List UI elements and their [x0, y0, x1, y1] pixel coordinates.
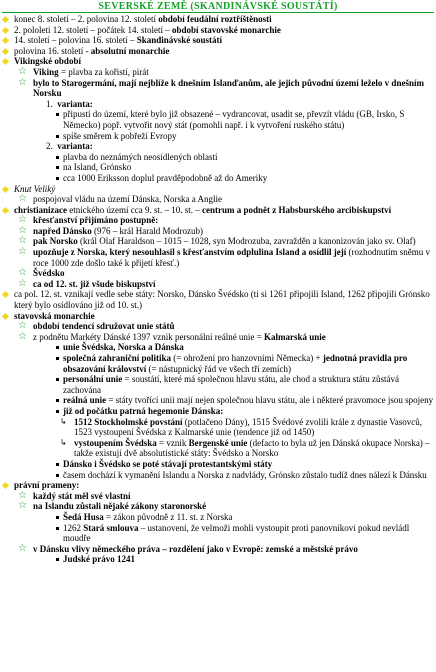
text-line — [0, 162, 436, 173]
star-bullet-icon: ☆ — [18, 65, 27, 77]
line-text: Vikingské období — [14, 56, 81, 67]
line-text: 14. století – polovina 16. století – Skandinávské soustátí — [14, 35, 223, 46]
text-line — [0, 184, 436, 195]
diamond-bullet-icon — [2, 291, 9, 298]
text-line — [0, 109, 436, 130]
line-text: 1512 Stockholmské povstání (potlačeno Dány), 1515 Švédové zvolili krále z dynastie Vasovců, 1523 vystoupení Švédska z Kalmarské unie (tendence již od 1450) — [74, 416, 423, 438]
diamond-bullet-icon — [2, 207, 9, 214]
text-line — [0, 67, 436, 78]
text-line — [0, 56, 436, 67]
text-line — [0, 141, 436, 152]
line-text: personální unie = soustátí, které má společnou hlavu státu, ale chod a struktura státu zůstává zachována — [63, 374, 400, 395]
text-line — [0, 554, 436, 565]
text-line — [0, 279, 436, 290]
text-line — [0, 332, 436, 343]
text-line — [0, 523, 436, 544]
line-text: společná zahraniční politika (= ohrožení pro hanzovními Německa) + jednotná pravidla pro obsazování království (= nástupnický řád ve všech tří zemích) — [63, 353, 408, 374]
line-text: Dánsko i Švédsko se poté stávají protestantskými státy — [63, 458, 273, 469]
line-text: 1262 Stará smlouva – ustanovení, že velmoži mohli vystoupit proti panovníkovi pokud nevládl moudře — [63, 522, 410, 544]
text-line — [0, 470, 436, 481]
text-line — [0, 289, 436, 310]
text-line — [0, 321, 436, 332]
line-text: již od počátku patrná hegemonie Dánska: — [63, 405, 224, 416]
text-line — [0, 406, 436, 417]
star-bullet-icon: ☆ — [18, 214, 27, 226]
line-text: unie Švédska, Norska a Dánska — [63, 342, 184, 353]
square-bullet-icon — [56, 474, 59, 477]
star-bullet-icon: ☆ — [18, 489, 27, 501]
star-bullet-icon: ☆ — [18, 235, 27, 247]
star-bullet-icon: ☆ — [18, 76, 27, 88]
line-text: časem dochází k vymanění Islandu a Norska z nadvlády, Grónsko zůstalo tudíž dnes nálezí k Dánsku — [63, 469, 427, 480]
text-line — [0, 438, 436, 459]
diamond-bullet-icon — [2, 185, 9, 192]
star-bullet-icon: ☆ — [18, 246, 27, 258]
text-line — [0, 46, 436, 57]
line-text: reálná unie = státy tvořící unii mají nejen společnou hlavu státu, ale i některé pravomoce jsou spojeny — [63, 395, 434, 406]
diamond-bullet-icon — [2, 27, 9, 34]
text-line — [0, 311, 436, 322]
document-body — [0, 14, 436, 565]
line-text: plavba do neznámých neosídlených oblastí — [63, 151, 218, 162]
line-text: Viking = plavba za kořistí, pirát — [33, 66, 149, 77]
title-underline — [2, 12, 434, 13]
line-text: Šedá Husa = zákon původně z 11. st. z Norska — [63, 511, 233, 522]
line-text: ca od 12. st. již všude biskupství — [33, 278, 156, 289]
text-line — [0, 268, 436, 279]
line-text: Švédsko — [33, 268, 65, 279]
line-text: z podnětu Markéty Dánské 1397 vznik personální reálné unie = Kalmarská unie — [33, 331, 326, 342]
square-bullet-icon — [56, 156, 59, 159]
line-text: období tendencí sdružovat unie států — [33, 321, 175, 332]
line-text: na Islandu zůstali nějaké zákony staronorské — [33, 501, 207, 512]
text-line — [0, 353, 436, 374]
line-text: pak Norsko (král Olaf Haraldson – 1015 – 1028, syn Modrozuba, zavražděn a kanonizován jako sv. Olaf) — [33, 236, 416, 247]
line-text: připustí do území, které bylo již obsazené – vydrancovat, usadit se, převzít vládu (GB, Irsko, S Německo) popř. vytvořit nový stát (pomohli např. i k vytvoření ruského státu) — [63, 109, 405, 130]
text-line — [0, 99, 436, 110]
text-line — [0, 459, 436, 470]
diamond-bullet-icon — [2, 482, 9, 489]
star-bullet-icon: ☆ — [18, 193, 27, 205]
text-line — [0, 25, 436, 36]
square-bullet-icon — [56, 166, 59, 169]
line-text: křesťanství přijímáno postupně: — [33, 215, 159, 226]
text-line — [0, 491, 436, 502]
text-line — [0, 544, 436, 555]
square-bullet-icon — [56, 558, 59, 561]
line-text: 2. pololetí 12. století – počátek 14. století – období stavovské monarchie — [14, 24, 281, 35]
line-text: vystoupením Švédska = vznik Bergenské unie (defacto to byla už jen Dánská okupace Norska) – takže existují dvě absolutistické státy: Švédsko a Norsko — [74, 437, 430, 459]
star-bullet-icon: ☆ — [18, 320, 27, 332]
line-text: stavovská monarchie — [14, 310, 95, 321]
text-line — [0, 215, 436, 226]
line-text: upozňuje z Norska, který nesouhlasil s křesťanstvím odplulina Island a osídlil její (rozhodnutím sněmu v roce 1000 zde došlo také k přijetí křesť.) — [33, 247, 430, 268]
text-line — [0, 501, 436, 512]
text-line — [0, 131, 436, 142]
text-line — [0, 226, 436, 237]
line-text: Knut Veliký — [14, 183, 56, 194]
text-line — [0, 35, 436, 46]
text-line — [0, 152, 436, 163]
text-line — [0, 14, 436, 25]
diamond-bullet-icon — [2, 48, 9, 55]
text-line — [0, 236, 436, 247]
star-bullet-icon: ☆ — [18, 267, 27, 279]
line-text: napřed Dánsko (976 – král Harald Modrozub) — [33, 225, 203, 236]
square-bullet-icon — [56, 399, 59, 402]
text-line — [0, 512, 436, 523]
diamond-bullet-icon — [2, 37, 9, 44]
star-bullet-icon: ☆ — [18, 277, 27, 289]
line-text: každý stát měl své vlastní — [33, 490, 131, 501]
line-text: v Dánsku vlivy německého práva – rozdělení jako v Evropě: zemské a městské právo — [33, 543, 358, 554]
line-text: bylo to Starogermání, mají nejblíže k dnešním Islanďanům, ale jejich původní území leželo v dnešním Norsku — [33, 77, 424, 99]
text-line — [0, 480, 436, 491]
line-text: polovina 16. století - absolutní monarchie — [14, 45, 170, 56]
square-bullet-icon — [56, 463, 59, 466]
text-line — [0, 205, 436, 216]
text-line — [0, 247, 436, 268]
text-line — [0, 78, 436, 99]
text-line — [0, 417, 436, 438]
square-bullet-icon — [56, 357, 59, 360]
square-bullet-icon — [56, 346, 59, 349]
square-bullet-icon — [56, 516, 59, 519]
diamond-bullet-icon — [2, 313, 9, 320]
square-bullet-icon — [56, 135, 59, 138]
star-bullet-icon: ☆ — [18, 224, 27, 236]
line-text: christianizace etnického území cca 9. st. – 10. st. – centrum a podnět z Habsburského arcibiskupství — [14, 204, 392, 215]
line-text: spíše směrem k pobřeží Evropy — [63, 130, 177, 141]
square-bullet-icon — [56, 527, 59, 530]
page-title: SEVERSKÉ ZEMĚ (SKANDINÁVSKÉ SOUSTÁTÍ) — [98, 1, 338, 12]
line-text: 1. varianta: — [46, 98, 93, 109]
square-bullet-icon — [56, 177, 59, 180]
star-bullet-icon: ☆ — [18, 500, 27, 512]
line-text: právní prameny: — [14, 480, 80, 491]
diamond-bullet-icon — [2, 58, 9, 65]
square-bullet-icon — [56, 113, 59, 116]
line-text: Judské právo 1241 — [63, 554, 136, 565]
line-text: na Island, Grónsko — [63, 162, 132, 173]
text-line — [0, 395, 436, 406]
line-text: konec 8. století – 2. polovina 12. století období feudální roztříštěnosti — [14, 14, 272, 24]
square-bullet-icon — [56, 378, 59, 381]
square-bullet-icon — [56, 410, 59, 413]
arrow-bullet-icon: ↳ — [60, 437, 67, 447]
line-text: ca pol. 12. st. vznikají vedle sebe státy: Norsko, Dánsko Švédsko (ti si 1261 připojili Island, 1262 připojili Grónsko který bylo osídlováno již od 10. st.) — [14, 289, 430, 311]
line-text: 2. varianta: — [46, 141, 93, 152]
diamond-bullet-icon — [2, 16, 9, 23]
text-line — [0, 194, 436, 205]
star-bullet-icon: ☆ — [18, 330, 27, 342]
text-line — [0, 173, 436, 184]
arrow-bullet-icon: ↳ — [60, 416, 67, 426]
text-line — [0, 374, 436, 395]
text-line — [0, 342, 436, 353]
line-text: pospojoval vládu na území Dánska, Norska a Anglie — [33, 194, 222, 205]
star-bullet-icon: ☆ — [18, 542, 27, 554]
line-text: cca 1000 Eriksson doplul pravděpodobně až do Ameriky — [63, 172, 268, 183]
